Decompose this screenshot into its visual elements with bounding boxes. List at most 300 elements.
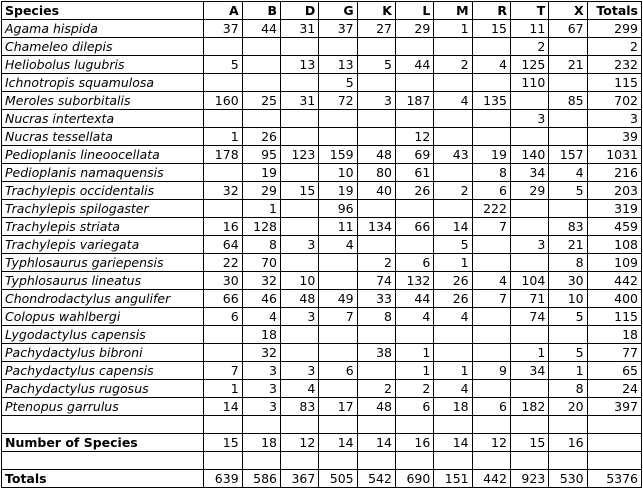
totals-row-label: Totals xyxy=(2,470,204,488)
number-of-species-row-cell: 18 xyxy=(242,434,280,452)
count-cell: 8 xyxy=(549,254,587,272)
count-cell: 69 xyxy=(395,146,433,164)
row-total-cell: 702 xyxy=(587,92,641,110)
count-cell: 5 xyxy=(357,56,395,74)
count-cell: 44 xyxy=(395,290,433,308)
table-row xyxy=(2,344,642,362)
empty-cell xyxy=(434,452,472,470)
count-cell xyxy=(280,344,318,362)
species-name-cell: Chondrodactylus angulifer xyxy=(2,290,204,308)
number-of-species-row-cell: 16 xyxy=(549,434,587,452)
count-cell: 6 xyxy=(472,398,510,416)
count-cell xyxy=(549,326,587,344)
species-name-cell: Pachydactylus bibroni xyxy=(2,344,204,362)
count-cell: 32 xyxy=(204,182,242,200)
empty-cell xyxy=(395,452,433,470)
count-cell: 12 xyxy=(395,128,433,146)
count-cell: 32 xyxy=(242,344,280,362)
totals-row-cell: 542 xyxy=(357,470,395,488)
count-cell: 6 xyxy=(472,182,510,200)
count-cell: 4 xyxy=(472,272,510,290)
count-cell xyxy=(204,38,242,56)
empty-cell xyxy=(242,452,280,470)
count-cell: 83 xyxy=(280,398,318,416)
count-cell xyxy=(510,326,548,344)
column-header-site: M xyxy=(434,2,472,20)
count-cell xyxy=(472,344,510,362)
count-cell xyxy=(319,128,357,146)
count-cell: 29 xyxy=(395,20,433,38)
count-cell: 9 xyxy=(472,362,510,380)
count-cell: 66 xyxy=(204,290,242,308)
empty-cell xyxy=(280,416,318,434)
empty-cell xyxy=(2,452,204,470)
count-cell xyxy=(204,344,242,362)
empty-cell xyxy=(587,452,641,470)
species-abundance-table xyxy=(1,1,642,488)
column-header-site: B xyxy=(242,2,280,20)
species-name-cell: Colopus wahlbergi xyxy=(2,308,204,326)
species-name-cell: Trachylepis variegata xyxy=(2,236,204,254)
row-total-cell: 203 xyxy=(587,182,641,200)
count-cell: 3 xyxy=(510,110,548,128)
totals-row-cell: 151 xyxy=(434,470,472,488)
count-cell: 104 xyxy=(510,272,548,290)
count-cell: 64 xyxy=(204,236,242,254)
count-cell xyxy=(357,326,395,344)
count-cell: 48 xyxy=(357,146,395,164)
count-cell: 7 xyxy=(472,290,510,308)
count-cell: 178 xyxy=(204,146,242,164)
count-cell xyxy=(510,128,548,146)
empty-cell xyxy=(510,452,548,470)
count-cell: 5 xyxy=(434,236,472,254)
count-cell: 17 xyxy=(319,398,357,416)
count-cell xyxy=(319,110,357,128)
count-cell: 4 xyxy=(434,308,472,326)
number-of-species-row-cell: 12 xyxy=(280,434,318,452)
count-cell: 8 xyxy=(242,236,280,254)
count-cell: 61 xyxy=(395,164,433,182)
table-row xyxy=(2,272,642,290)
count-cell: 48 xyxy=(280,290,318,308)
count-cell xyxy=(357,200,395,218)
count-cell xyxy=(280,164,318,182)
count-cell xyxy=(549,110,587,128)
count-cell: 8 xyxy=(472,164,510,182)
species-name-cell: Lygodactylus capensis xyxy=(2,326,204,344)
count-cell: 21 xyxy=(549,236,587,254)
count-cell: 2 xyxy=(395,380,433,398)
row-total-cell: 24 xyxy=(587,380,641,398)
species-name-cell: Nucras intertexta xyxy=(2,110,204,128)
count-cell: 5 xyxy=(319,74,357,92)
count-cell: 187 xyxy=(395,92,433,110)
count-cell: 66 xyxy=(395,218,433,236)
count-cell: 2 xyxy=(357,254,395,272)
count-cell: 48 xyxy=(357,398,395,416)
count-cell: 5 xyxy=(549,308,587,326)
count-cell: 49 xyxy=(319,290,357,308)
count-cell: 182 xyxy=(510,398,548,416)
empty-cell xyxy=(204,452,242,470)
row-total-cell: 39 xyxy=(587,128,641,146)
totals-row-cell: 5376 xyxy=(587,470,641,488)
count-cell: 140 xyxy=(510,146,548,164)
count-cell: 70 xyxy=(242,254,280,272)
count-cell: 2 xyxy=(510,38,548,56)
row-total-cell: 18 xyxy=(587,326,641,344)
count-cell: 74 xyxy=(357,272,395,290)
count-cell: 4 xyxy=(549,164,587,182)
count-cell: 3 xyxy=(510,236,548,254)
count-cell xyxy=(319,380,357,398)
empty-cell xyxy=(472,416,510,434)
count-cell xyxy=(280,38,318,56)
count-cell xyxy=(472,380,510,398)
count-cell xyxy=(434,200,472,218)
count-cell: 44 xyxy=(242,20,280,38)
count-cell xyxy=(395,38,433,56)
count-cell: 8 xyxy=(549,380,587,398)
count-cell: 29 xyxy=(510,182,548,200)
count-cell: 15 xyxy=(280,182,318,200)
count-cell: 2 xyxy=(357,380,395,398)
header-row xyxy=(2,2,642,20)
table-row xyxy=(2,38,642,56)
species-name-cell: Typhlosaurus lineatus xyxy=(2,272,204,290)
empty-cell xyxy=(2,416,204,434)
table-row xyxy=(2,398,642,416)
totals-row-cell: 586 xyxy=(242,470,280,488)
count-cell: 6 xyxy=(395,254,433,272)
count-cell: 4 xyxy=(434,380,472,398)
count-cell xyxy=(395,236,433,254)
count-cell: 71 xyxy=(510,290,548,308)
count-cell: 3 xyxy=(280,362,318,380)
count-cell: 16 xyxy=(204,218,242,236)
empty-cell xyxy=(204,416,242,434)
count-cell: 34 xyxy=(510,164,548,182)
count-cell: 25 xyxy=(242,92,280,110)
species-name-cell: Typhlosaurus gariepensis xyxy=(2,254,204,272)
row-total-cell: 319 xyxy=(587,200,641,218)
totals-row-cell: 690 xyxy=(395,470,433,488)
count-cell: 33 xyxy=(357,290,395,308)
row-total-cell: 1031 xyxy=(587,146,641,164)
row-total-cell: 459 xyxy=(587,218,641,236)
count-cell: 26 xyxy=(395,182,433,200)
count-cell xyxy=(472,254,510,272)
count-cell: 2 xyxy=(434,182,472,200)
count-cell xyxy=(204,164,242,182)
count-cell: 67 xyxy=(549,20,587,38)
count-cell: 13 xyxy=(319,56,357,74)
count-cell: 21 xyxy=(549,56,587,74)
table-row xyxy=(2,380,642,398)
column-header-site: A xyxy=(204,2,242,20)
count-cell xyxy=(434,38,472,56)
count-cell: 4 xyxy=(434,92,472,110)
column-header-totals: Totals xyxy=(587,2,641,20)
row-total-cell: 108 xyxy=(587,236,641,254)
species-name-cell: Agama hispida xyxy=(2,20,204,38)
species-name-cell: Ptenopus garrulus xyxy=(2,398,204,416)
row-total-cell: 442 xyxy=(587,272,641,290)
count-cell xyxy=(357,236,395,254)
table-row xyxy=(2,290,642,308)
count-cell: 3 xyxy=(280,236,318,254)
count-cell: 1 xyxy=(434,20,472,38)
empty-cell xyxy=(549,416,587,434)
count-cell: 74 xyxy=(510,308,548,326)
number-of-species-row-cell: 12 xyxy=(472,434,510,452)
row-total-cell: 115 xyxy=(587,308,641,326)
empty-cell xyxy=(357,452,395,470)
count-cell: 14 xyxy=(204,398,242,416)
count-cell: 32 xyxy=(242,272,280,290)
count-cell: 4 xyxy=(280,380,318,398)
number-of-species-row xyxy=(2,434,642,452)
count-cell xyxy=(510,218,548,236)
species-name-cell: Meroles suborbitalis xyxy=(2,92,204,110)
count-cell xyxy=(395,200,433,218)
count-cell: 40 xyxy=(357,182,395,200)
count-cell xyxy=(204,74,242,92)
count-cell xyxy=(357,362,395,380)
table-row xyxy=(2,200,642,218)
count-cell xyxy=(280,74,318,92)
count-cell xyxy=(319,344,357,362)
count-cell: 4 xyxy=(319,236,357,254)
count-cell: 135 xyxy=(472,92,510,110)
count-cell: 85 xyxy=(549,92,587,110)
number-of-species-row-cell: 14 xyxy=(319,434,357,452)
count-cell: 132 xyxy=(395,272,433,290)
totals-row-cell: 442 xyxy=(472,470,510,488)
count-cell xyxy=(242,74,280,92)
spacer-row xyxy=(2,452,642,470)
count-cell: 6 xyxy=(204,308,242,326)
totals-row-cell: 530 xyxy=(549,470,587,488)
count-cell: 1 xyxy=(395,344,433,362)
count-cell: 37 xyxy=(319,20,357,38)
count-cell: 37 xyxy=(204,20,242,38)
table-row xyxy=(2,362,642,380)
empty-cell xyxy=(357,416,395,434)
count-cell: 43 xyxy=(434,146,472,164)
count-cell xyxy=(319,326,357,344)
count-cell: 7 xyxy=(472,218,510,236)
table-row xyxy=(2,164,642,182)
count-cell: 46 xyxy=(242,290,280,308)
count-cell xyxy=(472,236,510,254)
count-cell: 14 xyxy=(434,218,472,236)
count-cell: 10 xyxy=(549,290,587,308)
count-cell: 15 xyxy=(472,20,510,38)
column-header-site: T xyxy=(510,2,548,20)
species-name-cell: Trachylepis striata xyxy=(2,218,204,236)
column-header-site: L xyxy=(395,2,433,20)
row-total-cell: 3 xyxy=(587,110,641,128)
count-cell xyxy=(357,74,395,92)
count-cell xyxy=(204,326,242,344)
count-cell xyxy=(549,200,587,218)
number-of-species-row-cell: 15 xyxy=(204,434,242,452)
count-cell: 95 xyxy=(242,146,280,164)
count-cell: 1 xyxy=(549,362,587,380)
count-cell: 6 xyxy=(395,398,433,416)
count-cell: 96 xyxy=(319,200,357,218)
count-cell xyxy=(280,218,318,236)
count-cell: 3 xyxy=(357,92,395,110)
number-of-species-row-cell: 15 xyxy=(510,434,548,452)
count-cell: 11 xyxy=(510,20,548,38)
count-cell: 26 xyxy=(434,272,472,290)
table-row xyxy=(2,92,642,110)
count-cell xyxy=(472,326,510,344)
species-name-cell: Trachylepis occidentalis xyxy=(2,182,204,200)
row-total-cell: 216 xyxy=(587,164,641,182)
empty-cell xyxy=(395,416,433,434)
row-total-cell: 115 xyxy=(587,74,641,92)
count-cell: 4 xyxy=(472,56,510,74)
count-cell: 72 xyxy=(319,92,357,110)
table-row xyxy=(2,74,642,92)
count-cell: 1 xyxy=(204,128,242,146)
species-name-cell: Pachydactylus capensis xyxy=(2,362,204,380)
count-cell xyxy=(472,110,510,128)
number-of-species-row-cell xyxy=(587,434,641,452)
count-cell: 4 xyxy=(242,308,280,326)
column-header-species: Species xyxy=(2,2,204,20)
count-cell xyxy=(242,110,280,128)
count-cell xyxy=(319,272,357,290)
count-cell: 1 xyxy=(204,380,242,398)
count-cell xyxy=(434,344,472,362)
count-cell xyxy=(549,74,587,92)
row-total-cell: 109 xyxy=(587,254,641,272)
species-name-cell: Pedioplanis namaquensis xyxy=(2,164,204,182)
count-cell xyxy=(434,110,472,128)
count-cell xyxy=(319,254,357,272)
count-cell: 26 xyxy=(434,290,472,308)
count-cell: 1 xyxy=(395,362,433,380)
count-cell xyxy=(242,56,280,74)
count-cell: 11 xyxy=(319,218,357,236)
number-of-species-row-label: Number of Species xyxy=(2,434,204,452)
count-cell: 128 xyxy=(242,218,280,236)
count-cell: 1 xyxy=(242,200,280,218)
count-cell: 5 xyxy=(204,56,242,74)
count-cell xyxy=(204,200,242,218)
table-row xyxy=(2,20,642,38)
table-row xyxy=(2,218,642,236)
count-cell xyxy=(319,38,357,56)
totals-row-cell: 367 xyxy=(280,470,318,488)
count-cell xyxy=(472,74,510,92)
count-cell: 157 xyxy=(549,146,587,164)
count-cell: 123 xyxy=(280,146,318,164)
count-cell xyxy=(395,110,433,128)
count-cell: 30 xyxy=(549,272,587,290)
row-total-cell: 400 xyxy=(587,290,641,308)
number-of-species-row-cell: 16 xyxy=(395,434,433,452)
count-cell xyxy=(510,380,548,398)
count-cell xyxy=(549,128,587,146)
table-row xyxy=(2,146,642,164)
count-cell: 3 xyxy=(242,380,280,398)
table-row xyxy=(2,182,642,200)
table-row xyxy=(2,110,642,128)
count-cell xyxy=(280,110,318,128)
table-row xyxy=(2,308,642,326)
count-cell xyxy=(510,92,548,110)
number-of-species-row-cell: 14 xyxy=(434,434,472,452)
count-cell: 160 xyxy=(204,92,242,110)
count-cell: 5 xyxy=(549,344,587,362)
table-row xyxy=(2,128,642,146)
count-cell: 83 xyxy=(549,218,587,236)
row-total-cell: 2 xyxy=(587,38,641,56)
column-header-site: G xyxy=(319,2,357,20)
count-cell: 22 xyxy=(204,254,242,272)
count-cell: 38 xyxy=(357,344,395,362)
count-cell: 3 xyxy=(280,308,318,326)
totals-row xyxy=(2,470,642,488)
count-cell: 110 xyxy=(510,74,548,92)
column-header-site: R xyxy=(472,2,510,20)
count-cell: 18 xyxy=(242,326,280,344)
species-name-cell: Pedioplanis lineoocellata xyxy=(2,146,204,164)
number-of-species-row-cell: 14 xyxy=(357,434,395,452)
empty-cell xyxy=(434,416,472,434)
count-cell: 27 xyxy=(357,20,395,38)
count-cell xyxy=(357,128,395,146)
table-row xyxy=(2,236,642,254)
count-cell: 31 xyxy=(280,92,318,110)
count-cell xyxy=(395,74,433,92)
species-name-cell: Ichnotropis squamulosa xyxy=(2,74,204,92)
count-cell: 4 xyxy=(395,308,433,326)
count-cell xyxy=(434,128,472,146)
column-header-site: D xyxy=(280,2,318,20)
totals-row-cell: 505 xyxy=(319,470,357,488)
count-cell: 19 xyxy=(319,182,357,200)
count-cell xyxy=(549,38,587,56)
column-header-site: K xyxy=(357,2,395,20)
species-name-cell: Pachydactylus rugosus xyxy=(2,380,204,398)
totals-row-cell: 923 xyxy=(510,470,548,488)
empty-cell xyxy=(549,452,587,470)
table-row xyxy=(2,326,642,344)
count-cell xyxy=(280,326,318,344)
count-cell: 125 xyxy=(510,56,548,74)
species-name-cell: Heliobolus lugubris xyxy=(2,56,204,74)
count-cell: 80 xyxy=(357,164,395,182)
species-name-cell: Chameleo dilepis xyxy=(2,38,204,56)
row-total-cell: 77 xyxy=(587,344,641,362)
count-cell: 18 xyxy=(434,398,472,416)
count-cell xyxy=(472,38,510,56)
count-cell: 2 xyxy=(434,56,472,74)
empty-cell xyxy=(319,452,357,470)
count-cell: 26 xyxy=(242,128,280,146)
count-cell: 19 xyxy=(242,164,280,182)
row-total-cell: 232 xyxy=(587,56,641,74)
count-cell xyxy=(434,326,472,344)
count-cell xyxy=(472,308,510,326)
